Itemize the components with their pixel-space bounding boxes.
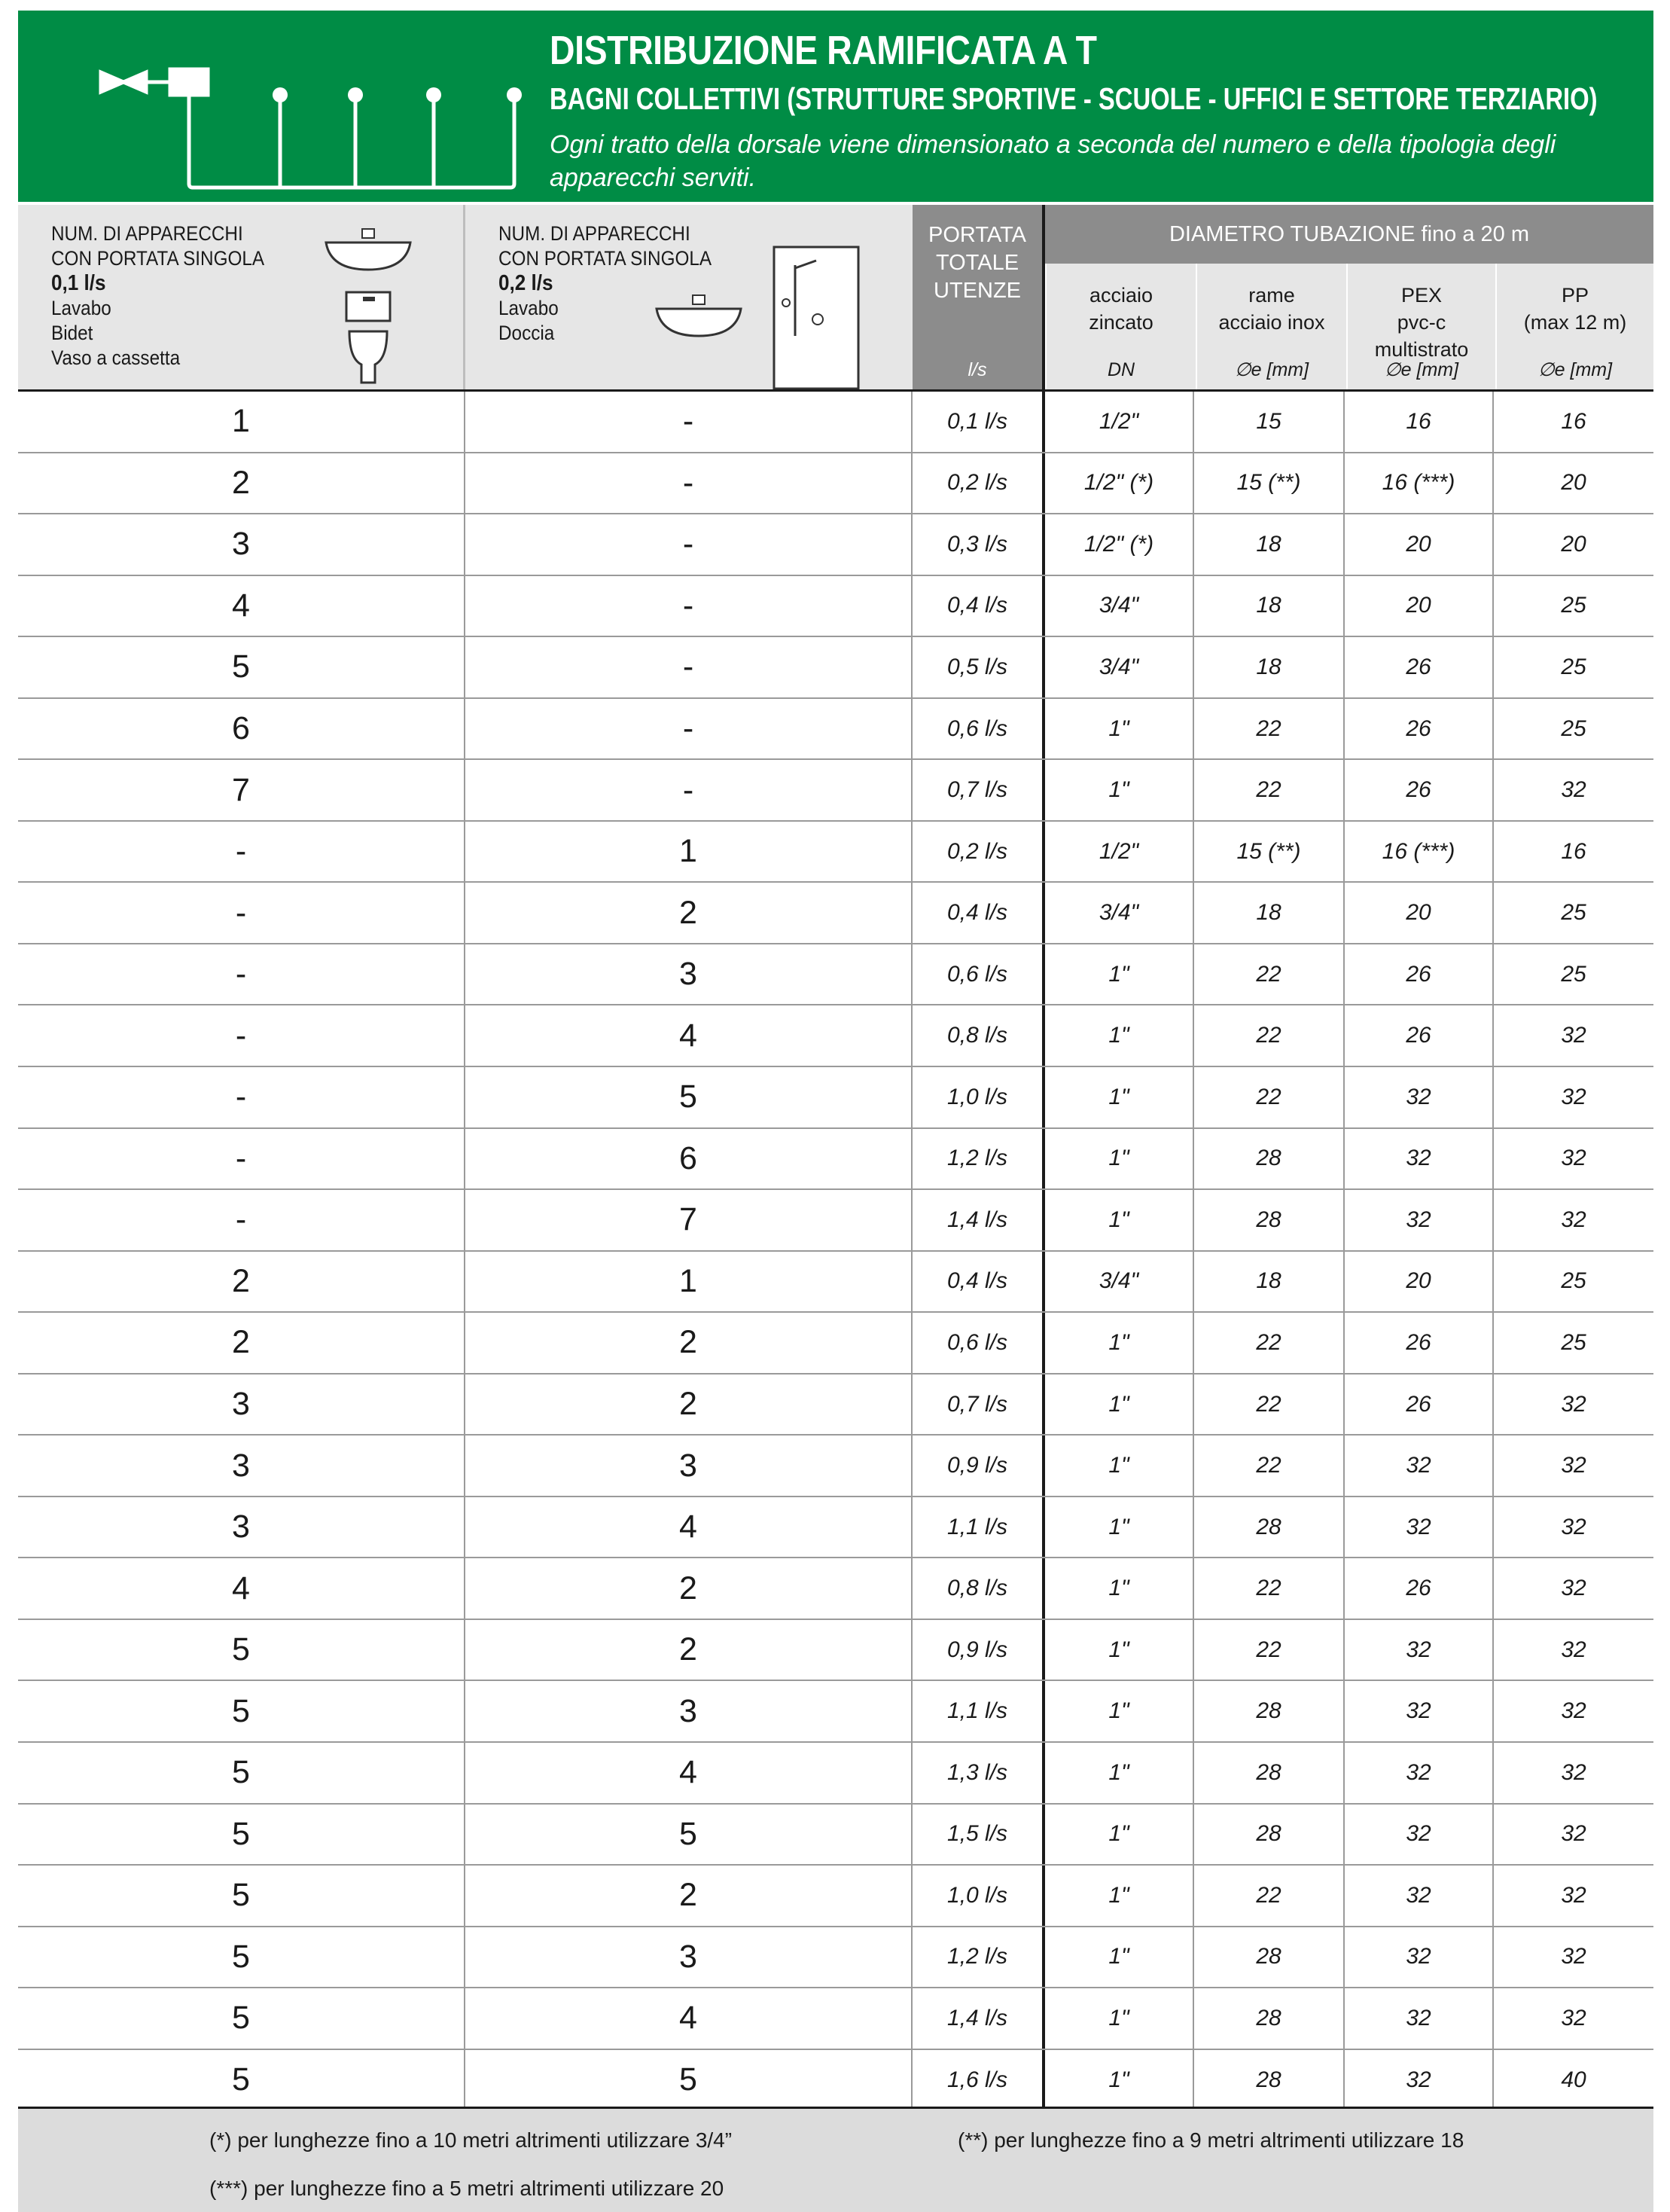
cell-count-single-01: 3 <box>18 1497 465 1558</box>
cell-rame-inox: 28 <box>1194 2050 1345 2110</box>
table-row <box>18 1988 1653 2050</box>
header-a-rate: 0,1 l/s <box>51 271 106 295</box>
table-row <box>18 514 1653 576</box>
cell-portata-totale: 1,0 l/s <box>946 1084 1008 1109</box>
footnote-2: (**) per lunghezze fino a 9 metri altrimenti utilizzare 18 <box>958 2128 1464 2152</box>
cell-pp: 25 <box>1561 593 1586 618</box>
cell-rame-inox: 15 (**) <box>1194 453 1345 514</box>
header-a-line2: CON PORTATA SINGOLA <box>51 247 265 270</box>
cell-count-single-02: - <box>465 699 913 759</box>
cell-pex-pvc: 32 <box>1345 2050 1494 2110</box>
cell-acciaio-zincato: 1" <box>1045 1620 1194 1680</box>
cell-pex-pvc: 32 <box>1345 1190 1494 1250</box>
cell-pp: 16 <box>1561 408 1586 434</box>
cell-count-single-02: 4 <box>465 1743 913 1803</box>
cell-count-single-01: - <box>18 1067 465 1127</box>
header-col-single-01 <box>18 205 465 390</box>
cell-count-single-02: - <box>465 760 913 820</box>
cell-rame-inox: 22 <box>1194 1313 1345 1373</box>
header-col-single-02 <box>465 205 913 390</box>
cell-count-single-01: 5 <box>18 2050 465 2110</box>
cell-rame-inox: 18 <box>1194 637 1345 697</box>
header-a-line1: NUM. DI APPARECCHI <box>51 222 243 245</box>
cell-count-single-02: 2 <box>465 1374 913 1435</box>
cell-pex-pvc: 32 <box>1345 1988 1494 2049</box>
cell-acciaio-zincato: 1" <box>1045 1129 1194 1189</box>
page-subtitle: BAGNI COLLETTIVI (STRUTTURE SPORTIVE - SCUOLE - UFFICI E SETTORE TERZIARIO) <box>550 81 1598 116</box>
cell-count-single-02: 2 <box>465 1558 913 1619</box>
washbasin-icon <box>323 221 413 274</box>
cell-count-single-02: 1 <box>465 1252 913 1312</box>
page-description: Ogni tratto della dorsale viene dimensionato a seconda del numero e della tipologia degli apparecchi serviti. <box>550 130 1556 192</box>
cell-pp: 32 <box>1561 777 1586 803</box>
cell-pp: 25 <box>1561 900 1586 926</box>
cell-acciaio-zincato: 1" <box>1045 1436 1194 1496</box>
cell-count-single-01: 5 <box>18 1743 465 1803</box>
cell-pp: 25 <box>1561 715 1586 741</box>
cell-acciaio-zincato: 1/2" (*) <box>1045 453 1194 514</box>
cell-portata-totale: 0,9 l/s <box>946 1637 1008 1662</box>
cell-rame-inox: 28 <box>1194 1129 1345 1189</box>
cell-pex-pvc: 26 <box>1345 760 1494 820</box>
cell-pex-pvc: 16 (***) <box>1345 822 1494 882</box>
cell-portata-totale: 0,6 l/s <box>946 961 1008 987</box>
unit-diameter: ∅e [mm] <box>1384 359 1459 380</box>
cell-pex-pvc: 32 <box>1345 1743 1494 1803</box>
cell-pex-pvc: 16 (***) <box>1345 453 1494 514</box>
cell-rame-inox: 15 <box>1194 392 1345 452</box>
cell-count-single-02: 3 <box>465 944 913 1005</box>
cell-pex-pvc: 20 <box>1345 514 1494 575</box>
shower-icon <box>773 246 860 390</box>
cell-count-single-01: 3 <box>18 1436 465 1496</box>
header-b-item-lavabo: Lavabo <box>498 297 559 319</box>
cell-count-single-02: 4 <box>465 1497 913 1558</box>
cell-count-single-02: 1 <box>465 822 913 882</box>
cell-pex-pvc: 32 <box>1345 1129 1494 1189</box>
cell-pp: 32 <box>1561 1821 1586 1847</box>
cell-rame-inox: 28 <box>1194 1927 1345 1988</box>
table-row <box>18 2050 1653 2112</box>
cell-pex-pvc: 32 <box>1345 1067 1494 1127</box>
cell-acciaio-zincato: 3/4" <box>1045 637 1194 697</box>
table-row <box>18 1497 1653 1559</box>
table-row <box>18 1005 1653 1067</box>
cell-pp: 25 <box>1561 961 1586 987</box>
cell-portata-totale: 1,6 l/s <box>946 2067 1008 2092</box>
cell-pp: 25 <box>1561 1329 1586 1355</box>
cell-acciaio-zincato: 1" <box>1045 1190 1194 1250</box>
header-col-portata <box>913 205 1042 390</box>
cell-count-single-02: 6 <box>465 1129 913 1189</box>
cell-portata-totale: 1,3 l/s <box>946 1759 1008 1785</box>
cell-portata-totale: 1,1 l/s <box>946 1514 1008 1539</box>
cell-rame-inox: 18 <box>1194 576 1345 636</box>
cell-count-single-01: 2 <box>18 1313 465 1373</box>
cell-pex-pvc: 32 <box>1345 1805 1494 1865</box>
cell-rame-inox: 22 <box>1194 1005 1345 1066</box>
cell-pp: 32 <box>1561 1759 1586 1785</box>
cell-acciaio-zincato: 1/2" <box>1045 392 1194 452</box>
cell-count-single-01: 2 <box>18 1252 465 1312</box>
cell-pex-pvc: 32 <box>1345 1436 1494 1496</box>
cell-count-single-02: 5 <box>465 1067 913 1127</box>
cell-count-single-02: - <box>465 637 913 697</box>
table-row <box>18 1866 1653 1927</box>
header-b-line1: NUM. DI APPARECCHI <box>498 222 690 245</box>
cell-count-single-02: 2 <box>465 883 913 943</box>
cell-pp: 32 <box>1561 1637 1586 1662</box>
table-row <box>18 1927 1653 1989</box>
cell-pp: 32 <box>1561 1023 1586 1048</box>
cell-count-single-01: 4 <box>18 1558 465 1619</box>
table-row <box>18 392 1653 453</box>
cell-pex-pvc: 20 <box>1345 576 1494 636</box>
cell-acciaio-zincato: 3/4" <box>1045 883 1194 943</box>
cell-rame-inox: 28 <box>1194 1743 1345 1803</box>
cell-pp: 32 <box>1561 1698 1586 1724</box>
footnote-3: (***) per lunghezze fino a 5 metri altrimenti utilizzare 20 <box>209 2177 724 2200</box>
cell-acciaio-zincato: 3/4" <box>1045 576 1194 636</box>
cell-pp: 32 <box>1561 2005 1586 2030</box>
cell-count-single-02: - <box>465 392 913 452</box>
cell-acciaio-zincato: 1" <box>1045 1866 1194 1926</box>
cell-pp: 20 <box>1561 470 1586 496</box>
cell-portata-totale: 1,5 l/s <box>946 1821 1008 1847</box>
cell-rame-inox: 22 <box>1194 699 1345 759</box>
cell-pp: 16 <box>1561 838 1586 864</box>
material-rame-inox: rame acciaio inox ∅e [mm] <box>1196 264 1346 390</box>
cell-rame-inox: 22 <box>1194 1620 1345 1680</box>
cell-pp: 40 <box>1561 2067 1586 2092</box>
cell-portata-totale: 0,6 l/s <box>946 1329 1008 1355</box>
header-col-diametro <box>1045 205 1653 390</box>
table-row <box>18 699 1653 761</box>
cell-acciaio-zincato: 1" <box>1045 1497 1194 1558</box>
table-row <box>18 453 1653 515</box>
cell-count-single-01: 6 <box>18 699 465 759</box>
cell-rame-inox: 22 <box>1194 944 1345 1005</box>
cell-acciaio-zincato: 1" <box>1045 760 1194 820</box>
cell-count-single-02: 7 <box>465 1190 913 1250</box>
cell-acciaio-zincato: 1" <box>1045 1067 1194 1127</box>
cell-pex-pvc: 32 <box>1345 1866 1494 1926</box>
cell-count-single-01: 2 <box>18 453 465 514</box>
cell-portata-totale: 0,2 l/s <box>946 838 1008 864</box>
cell-portata-totale: 0,7 l/s <box>946 777 1008 803</box>
cell-rame-inox: 18 <box>1194 514 1345 575</box>
cell-pp: 25 <box>1561 1268 1586 1294</box>
header-a-item-vaso: Vaso a cassetta <box>51 346 181 369</box>
table-row <box>18 760 1653 822</box>
cell-count-single-01: - <box>18 1005 465 1066</box>
cell-portata-totale: 0,8 l/s <box>946 1023 1008 1048</box>
cell-pp: 32 <box>1561 1146 1586 1171</box>
cell-pp: 32 <box>1561 1391 1586 1417</box>
table-row <box>18 1681 1653 1743</box>
page-title: DISTRIBUZIONE RAMIFICATA A T <box>550 28 1097 73</box>
cell-portata-totale: 0,5 l/s <box>946 654 1008 679</box>
cell-acciaio-zincato: 1" <box>1045 699 1194 759</box>
cell-pp: 32 <box>1561 1207 1586 1232</box>
table-row <box>18 1743 1653 1805</box>
header-a-item-lavabo: Lavabo <box>51 297 111 319</box>
cell-acciaio-zincato: 1" <box>1045 1927 1194 1988</box>
cell-pex-pvc: 26 <box>1345 1005 1494 1066</box>
cell-count-single-01: 1 <box>18 392 465 452</box>
cell-count-single-01: - <box>18 822 465 882</box>
cell-portata-totale: 1,2 l/s <box>946 1146 1008 1171</box>
footnote-1: (*) per lunghezze fino a 10 metri altrimenti utilizzare 3/4” <box>209 2128 733 2152</box>
cell-pex-pvc: 20 <box>1345 1252 1494 1312</box>
cell-acciaio-zincato: 1" <box>1045 1743 1194 1803</box>
table-row <box>18 1436 1653 1497</box>
toilet-icon <box>342 289 395 387</box>
cell-count-single-01: 5 <box>18 1681 465 1741</box>
cell-acciaio-zincato: 3/4" <box>1045 1252 1194 1312</box>
cell-acciaio-zincato: 1" <box>1045 1374 1194 1435</box>
table-row <box>18 1129 1653 1191</box>
title-banner <box>18 11 1653 202</box>
cell-count-single-01: - <box>18 944 465 1005</box>
cell-count-single-02: - <box>465 514 913 575</box>
cell-count-single-01: 4 <box>18 576 465 636</box>
table-row <box>18 1620 1653 1682</box>
cell-count-single-01: - <box>18 883 465 943</box>
cell-count-single-02: 2 <box>465 1866 913 1926</box>
table-row <box>18 1190 1653 1252</box>
cell-acciaio-zincato: 1/2" (*) <box>1045 514 1194 575</box>
cell-rame-inox: 18 <box>1194 883 1345 943</box>
cell-rame-inox: 22 <box>1194 1866 1345 1926</box>
cell-portata-totale: 0,4 l/s <box>946 593 1008 618</box>
table-row <box>18 1374 1653 1436</box>
cell-acciaio-zincato: 1" <box>1045 1988 1194 2049</box>
cell-acciaio-zincato: 1" <box>1045 1558 1194 1619</box>
data-table <box>18 392 1653 2111</box>
cell-count-single-02: 3 <box>465 1681 913 1741</box>
cell-pp: 32 <box>1561 1514 1586 1539</box>
cell-pp: 32 <box>1561 1084 1586 1109</box>
cell-portata-totale: 1,4 l/s <box>946 1207 1008 1232</box>
table-row <box>18 576 1653 638</box>
cell-acciaio-zincato: 1" <box>1045 1005 1194 1066</box>
cell-rame-inox: 22 <box>1194 1436 1345 1496</box>
washbasin-icon <box>654 288 744 340</box>
cell-count-single-02: 5 <box>465 1805 913 1865</box>
cell-pex-pvc: 26 <box>1345 699 1494 759</box>
cell-portata-totale: 1,2 l/s <box>946 1944 1008 1969</box>
material-pex-pvc-multistrato: PEX pvc-c multistrato ∅e [mm] <box>1346 264 1495 390</box>
cell-portata-totale: 0,1 l/s <box>946 408 1008 434</box>
table-row <box>18 944 1653 1006</box>
table-row <box>18 1558 1653 1620</box>
cell-portata-totale: 0,4 l/s <box>946 1268 1008 1294</box>
cell-portata-totale: 0,7 l/s <box>946 1391 1008 1417</box>
table-row <box>18 1805 1653 1866</box>
cell-rame-inox: 22 <box>1194 1558 1345 1619</box>
cell-count-single-02: 5 <box>465 2050 913 2110</box>
cell-rame-inox: 28 <box>1194 1805 1345 1865</box>
cell-pex-pvc: 26 <box>1345 1313 1494 1373</box>
cell-count-single-02: 2 <box>465 1313 913 1373</box>
table-row <box>18 1313 1653 1374</box>
portata-line3: UTENZE <box>934 279 1021 303</box>
cell-portata-totale: 1,1 l/s <box>946 1698 1008 1724</box>
material-acciaio-zincato: acciaio zincato DN <box>1045 264 1196 390</box>
cell-count-single-01: 7 <box>18 760 465 820</box>
portata-unit: l/s <box>968 359 987 380</box>
cell-portata-totale: 1,4 l/s <box>946 2005 1008 2030</box>
cell-count-single-02: 4 <box>465 1988 913 2049</box>
cell-count-single-01: 3 <box>18 514 465 575</box>
cell-count-single-01: 3 <box>18 1374 465 1435</box>
portata-line2: TOTALE <box>935 251 1019 275</box>
cell-count-single-01: - <box>18 1129 465 1189</box>
cell-pex-pvc: 16 <box>1345 392 1494 452</box>
header-b-rate: 0,2 l/s <box>498 271 553 295</box>
table-row <box>18 1067 1653 1129</box>
cell-pex-pvc: 32 <box>1345 1927 1494 1988</box>
cell-rame-inox: 28 <box>1194 1988 1345 2049</box>
cell-pex-pvc: 32 <box>1345 1620 1494 1680</box>
cell-acciaio-zincato: 1" <box>1045 1681 1194 1741</box>
cell-pp: 32 <box>1561 1576 1586 1601</box>
cell-pex-pvc: 26 <box>1345 944 1494 1005</box>
portata-line1: PORTATA <box>928 223 1026 247</box>
cell-pp: 32 <box>1561 1944 1586 1969</box>
cell-portata-totale: 1,0 l/s <box>946 1882 1008 1908</box>
cell-pp: 32 <box>1561 1453 1586 1478</box>
cell-rame-inox: 28 <box>1194 1190 1345 1250</box>
table-row <box>18 883 1653 944</box>
table-row <box>18 822 1653 883</box>
cell-pex-pvc: 26 <box>1345 637 1494 697</box>
cell-pp: 20 <box>1561 531 1586 557</box>
header-b-line2: CON PORTATA SINGOLA <box>498 247 712 270</box>
cell-acciaio-zincato: 1" <box>1045 1805 1194 1865</box>
cell-rame-inox: 15 (**) <box>1194 822 1345 882</box>
cell-acciaio-zincato: 1/2" <box>1045 822 1194 882</box>
header-a-item-bidet: Bidet <box>51 322 93 344</box>
cell-count-single-02: - <box>465 453 913 514</box>
cell-count-single-01: - <box>18 1190 465 1250</box>
cell-pex-pvc: 26 <box>1345 1374 1494 1435</box>
diametro-title: DIAMETRO TUBAZIONE fino a 20 m <box>1045 205 1653 264</box>
table-row <box>18 637 1653 699</box>
cell-portata-totale: 0,3 l/s <box>946 531 1008 557</box>
cell-rame-inox: 22 <box>1194 1374 1345 1435</box>
cell-acciaio-zincato: 1" <box>1045 1313 1194 1373</box>
cell-pex-pvc: 26 <box>1345 1558 1494 1619</box>
cell-portata-totale: 0,8 l/s <box>946 1576 1008 1601</box>
cell-count-single-01: 5 <box>18 1805 465 1865</box>
cell-rame-inox: 28 <box>1194 1497 1345 1558</box>
table-row <box>18 1252 1653 1313</box>
cell-pex-pvc: 32 <box>1345 1497 1494 1558</box>
cell-count-single-01: 5 <box>18 1620 465 1680</box>
cell-count-single-02: 3 <box>465 1436 913 1496</box>
cell-acciaio-zincato: 1" <box>1045 944 1194 1005</box>
cell-pex-pvc: 32 <box>1345 1681 1494 1741</box>
cell-acciaio-zincato: 1" <box>1045 2050 1194 2110</box>
cell-rame-inox: 28 <box>1194 1681 1345 1741</box>
cell-count-single-01: 5 <box>18 1866 465 1926</box>
cell-portata-totale: 0,9 l/s <box>946 1453 1008 1478</box>
unit-diameter: ∅e [mm] <box>1234 359 1309 380</box>
cell-count-single-02: - <box>465 576 913 636</box>
footnotes <box>18 2109 1653 2212</box>
cell-pp: 32 <box>1561 1882 1586 1908</box>
branched-distribution-diagram-icon <box>71 41 523 191</box>
cell-count-single-02: 4 <box>465 1005 913 1066</box>
unit-dn: DN <box>1107 359 1135 380</box>
cell-pp: 25 <box>1561 654 1586 679</box>
cell-count-single-01: 5 <box>18 637 465 697</box>
cell-rame-inox: 22 <box>1194 1067 1345 1127</box>
cell-rame-inox: 18 <box>1194 1252 1345 1312</box>
cell-count-single-01: 5 <box>18 1988 465 2049</box>
cell-portata-totale: 0,2 l/s <box>946 470 1008 496</box>
material-pp: PP (max 12 m) ∅e [mm] <box>1495 264 1653 390</box>
cell-portata-totale: 0,6 l/s <box>946 715 1008 741</box>
cell-portata-totale: 0,4 l/s <box>946 900 1008 926</box>
header-b-item-doccia: Doccia <box>498 322 555 344</box>
cell-pex-pvc: 20 <box>1345 883 1494 943</box>
cell-rame-inox: 22 <box>1194 760 1345 820</box>
cell-count-single-01: 5 <box>18 1927 465 1988</box>
cell-count-single-02: 3 <box>465 1927 913 1988</box>
cell-count-single-02: 2 <box>465 1620 913 1680</box>
unit-diameter: ∅e [mm] <box>1537 359 1613 380</box>
